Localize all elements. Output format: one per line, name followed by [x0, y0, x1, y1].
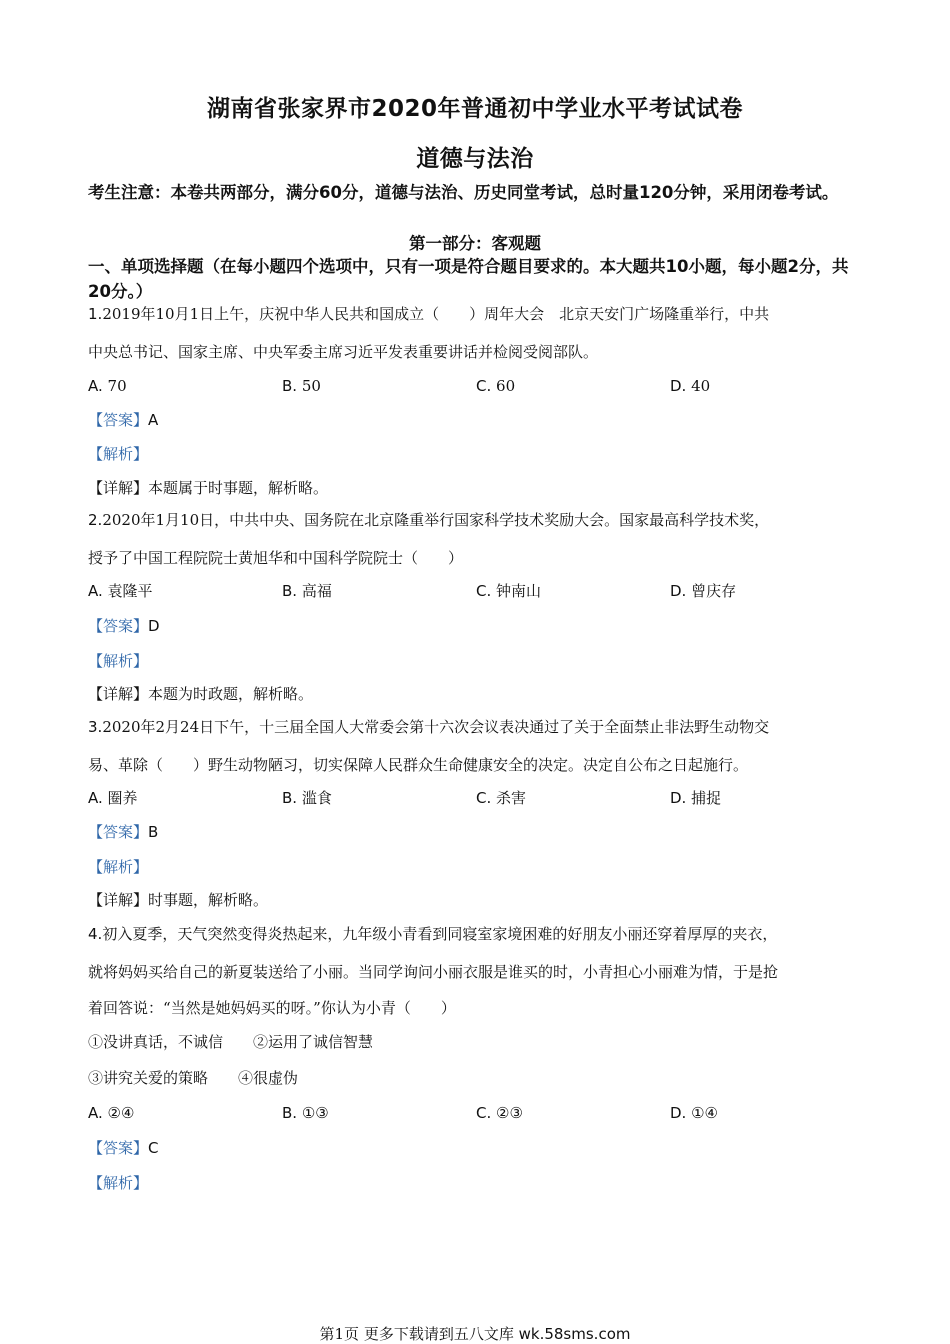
footer-page-text: 第1页 更多下载请到五八文库	[319, 1325, 514, 1343]
exam-notice: 考生注意：本卷共两部分，满分60分，道德与法治、历史同堂考试，总时量120分钟，采用闭卷考试。	[88, 183, 839, 202]
question-4-line-2: 就将妈妈买给自己的新夏装送给了小丽。当同学询问小丽衣服是谁买的时，小青担心小丽难为情，于是抢	[88, 963, 779, 981]
question-3-line-2: 易、革除（ ）野生动物陋习，切实保障人民群众生命健康安全的决定。决定自公布之日起施行。	[88, 756, 749, 774]
question-4-statements-2: ③讲究关爱的策略 ④很虚伪	[88, 1069, 299, 1087]
question-1-answer: 【答案】A	[88, 411, 159, 429]
question-4-analysis: 【解析】	[88, 1174, 149, 1192]
section-heading: 一、单项选择题（在每小题四个选项中，只有一项是符合题目要求的。本大题共10小题，每小题2分，共20分。）	[88, 257, 849, 301]
question-2-option-d: D. 曾庆存	[670, 582, 737, 600]
question-2-option-b: B. 高福	[282, 582, 332, 600]
question-3-number: 3.	[88, 718, 103, 736]
question-3-detail: 【详解】时事题，解析略。	[88, 891, 269, 909]
subject-title: 道德与法治	[416, 146, 534, 172]
question-4-option-a: A. ②④	[88, 1104, 135, 1122]
question-3-option-b: B. 滥食	[282, 789, 332, 807]
question-1-option-d: D. 40	[670, 377, 711, 395]
question-1-line-1	[88, 303, 868, 325]
question-2-text-1: 2020年1月10日，中共中央、国务院在北京隆重举行国家科学技术奖励大会。国家最高科学技术奖，	[102, 511, 770, 529]
question-2-line-2: 授予了中国工程院院士黄旭华和中国科学院院士（ ）	[88, 549, 464, 567]
question-4-line-1	[88, 923, 868, 945]
question-2-analysis: 【解析】	[88, 652, 149, 670]
question-3-option-c: C. 杀害	[476, 789, 527, 807]
question-2-options	[88, 580, 868, 602]
question-1-detail: 【详解】本题属于时事题，解析略。	[88, 479, 329, 497]
question-4-option-c: C. ②③	[476, 1104, 523, 1122]
page-footer	[0, 1323, 950, 1344]
question-4-number: 4.	[88, 925, 103, 943]
question-4-statements-1: ①没讲真话，不诚信 ②运用了诚信智慧	[88, 1033, 374, 1051]
question-4-options	[88, 1102, 868, 1124]
footer-site-link[interactable]: wk.58sms.com	[518, 1325, 631, 1343]
question-2-detail: 【详解】本题为时政题，解析略。	[88, 685, 314, 703]
exam-title: 湖南省张家界市2020年普通初中学业水平考试试卷	[206, 96, 743, 122]
question-3-analysis: 【解析】	[88, 858, 149, 876]
question-1-option-c: C. 60	[476, 377, 516, 395]
question-3-option-d: D. 捕捉	[670, 789, 722, 807]
question-3-text-1: 2020年2月24日下午，十三届全国人大常委会第十六次会议表决通过了关于全面禁止非法野生动物交	[102, 718, 770, 736]
question-4-option-d: D. ①④	[670, 1104, 719, 1122]
question-2-option-c: C. 钟南山	[476, 582, 542, 600]
question-4-option-b: B. ①③	[282, 1104, 329, 1122]
question-2-answer: 【答案】D	[88, 617, 160, 635]
part-heading: 第一部分：客观题	[409, 234, 541, 253]
question-1-number: 1.	[88, 305, 103, 323]
question-3-options	[88, 787, 868, 809]
question-3-answer: 【答案】B	[88, 823, 159, 841]
question-2-line-1	[88, 509, 868, 531]
question-4-line-3: 着回答说：“当然是她妈妈买的呀。”你认为小青（ ）	[88, 999, 456, 1017]
question-3-line-1	[88, 716, 868, 738]
question-1-options	[88, 375, 868, 397]
question-1-option-b: B. 50	[282, 377, 321, 395]
question-4-text-1: 初入夏季，天气突然变得炎热起来，九年级小青看到同寝室家境困难的好朋友小丽还穿着厚厚的夹衣，	[102, 925, 778, 943]
question-1-line-2: 中央总书记、国家主席、中央军委主席习近平发表重要讲话并检阅受阅部队。	[88, 343, 599, 361]
question-1-option-a: A. 70	[88, 377, 127, 395]
question-2-number: 2.	[88, 511, 103, 529]
question-1-analysis: 【解析】	[88, 445, 149, 463]
question-3-option-a: A. 圈养	[88, 789, 138, 807]
question-2-option-a: A. 袁隆平	[88, 582, 153, 600]
question-4-answer: 【答案】C	[88, 1139, 159, 1157]
question-1-text-1: 2019年10月1日上午，庆祝中华人民共和国成立（ ）周年大会 北京天安门广场隆重举行，中共	[102, 305, 770, 323]
